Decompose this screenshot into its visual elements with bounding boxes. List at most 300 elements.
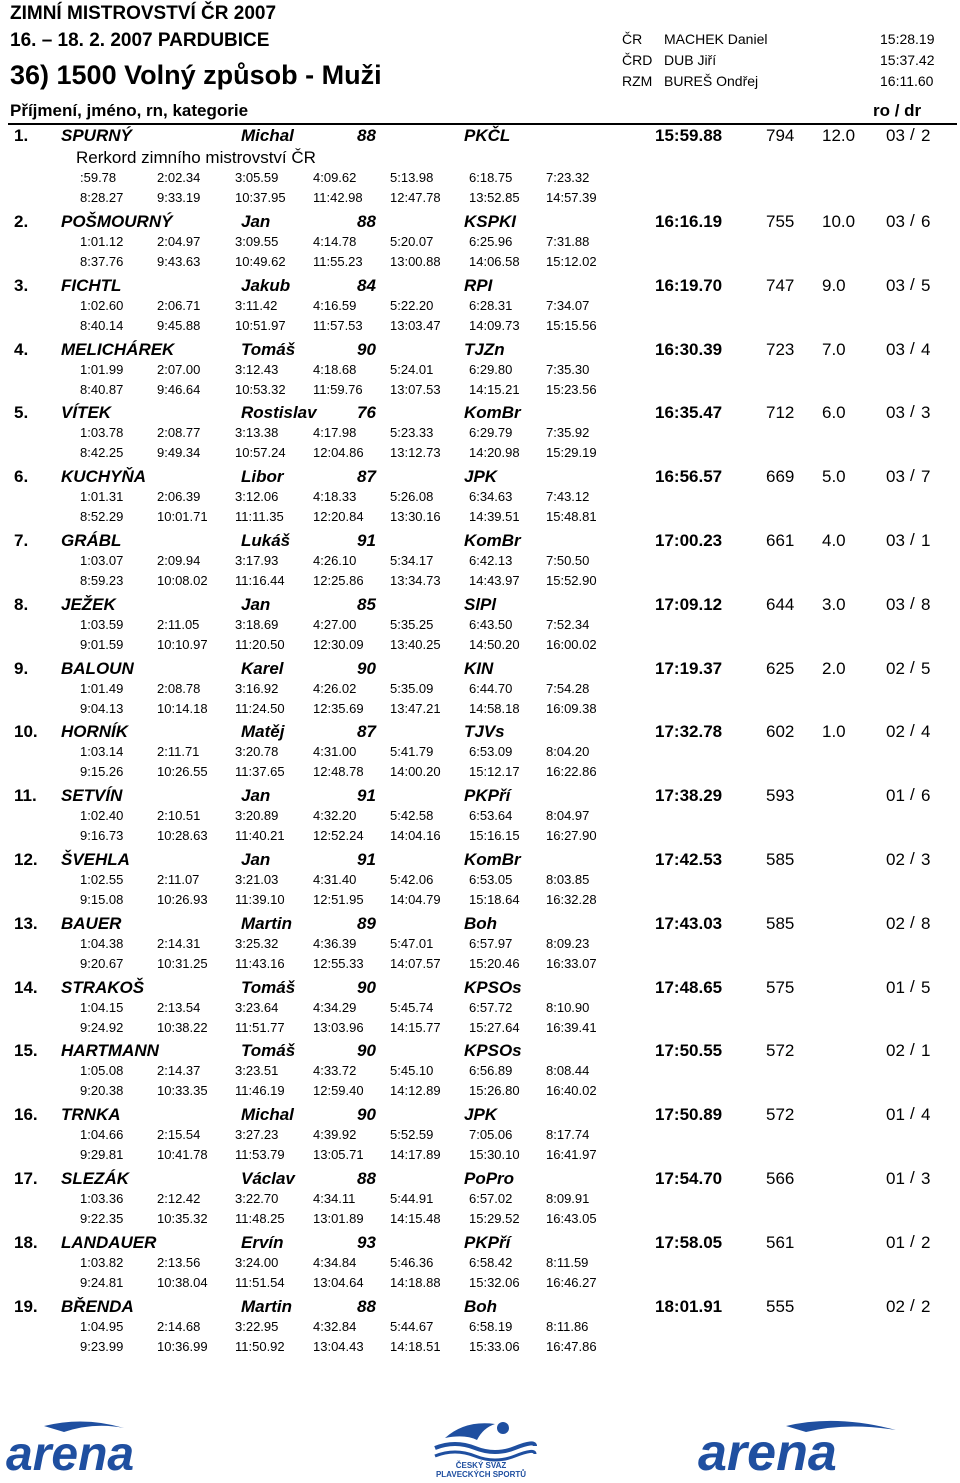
result-club: TJZn: [464, 339, 505, 359]
result-first-name: Martin: [241, 1296, 292, 1316]
split-time: 7:31.88: [546, 234, 590, 249]
split-time: 12:47.78: [390, 190, 441, 205]
result-lane: 2: [921, 1232, 931, 1252]
result-points: 555: [766, 1296, 795, 1316]
result-rank: 17.: [14, 1169, 38, 1188]
result-entry: [0, 914, 960, 978]
split-time: 6:34.63: [469, 489, 513, 505]
split-time: 9:22.35: [80, 1211, 124, 1226]
split-time: 4:18.68: [313, 361, 357, 377]
split-time: 8:40.87: [80, 381, 124, 397]
split-time: 2:07.00: [157, 361, 201, 377]
result-surname: HORNÍK: [61, 722, 129, 742]
split-time: 10:37.95: [235, 190, 286, 205]
split-time: 16:39.41: [546, 1019, 597, 1035]
result-lane: 2: [921, 1296, 931, 1316]
split-time: 11:16.44: [235, 573, 285, 588]
split-time: 11:40.21: [235, 828, 285, 844]
split-time: 4:34.84: [313, 1254, 357, 1270]
result-club: Boh: [464, 913, 498, 933]
split-time: 3:21.03: [235, 872, 279, 887]
split-time: 11:42.98: [313, 190, 363, 205]
result-first-name: Tomáš: [241, 1041, 296, 1061]
result-entry: [0, 722, 960, 786]
result-rank: 11.: [14, 786, 37, 806]
split-time: 14:17.89: [390, 1147, 441, 1163]
result-time: 17:42.53: [655, 850, 723, 869]
split-time: 15:48.81: [546, 509, 597, 525]
split-time: 1:03.78: [80, 425, 124, 441]
split-time: 13:07.53: [390, 381, 441, 397]
split-time: 15:12.02: [546, 254, 597, 269]
split-time: 7:05.06: [469, 1127, 513, 1143]
result-entry: [0, 403, 960, 467]
result-birth-year: 90: [357, 1041, 376, 1061]
record-type: RZM: [622, 73, 653, 89]
split-time: 3:16.92: [235, 680, 279, 696]
result-heat: 01: [886, 786, 905, 806]
result-rank: 3.: [14, 275, 29, 295]
split-time: 1:05.08: [80, 1063, 124, 1079]
result-time: 15:59.88: [655, 126, 723, 145]
result-entry: [0, 1233, 960, 1297]
result-entry: [0, 659, 960, 723]
split-time: 2:02.34: [157, 170, 201, 185]
result-lane: 5: [921, 275, 931, 295]
split-time: 5:46.36: [390, 1254, 434, 1270]
split-time: 10:53.32: [235, 381, 286, 397]
split-time: 11:57.53: [313, 317, 363, 333]
split-time: 15:33.06: [469, 1338, 520, 1354]
result-first-name: Tomáš: [241, 977, 296, 997]
split-time: 2:15.54: [157, 1127, 201, 1143]
split-time: 9:20.67: [80, 955, 124, 971]
split-time: 10:08.02: [157, 573, 208, 588]
split-time: 1:01.99: [80, 361, 124, 377]
split-time: 16:47.86: [546, 1338, 597, 1354]
split-time: 3:22.95: [235, 1318, 279, 1334]
result-rank: 10.: [14, 722, 38, 742]
split-time: 14:18.51: [390, 1338, 441, 1354]
split-time: 4:26.10: [313, 553, 357, 568]
result-points: 585: [766, 913, 795, 933]
split-time: 6:29.80: [469, 361, 513, 377]
result-points: 572: [766, 1041, 795, 1061]
split-time: 1:01.12: [80, 234, 124, 249]
split-time: 3:24.00: [235, 1254, 279, 1270]
result-first-name: Jan: [241, 212, 271, 231]
result-birth-year: 88: [357, 126, 376, 145]
result-points: 625: [766, 658, 795, 678]
result-lane: 6: [921, 212, 931, 231]
result-club: KomBr: [464, 531, 521, 550]
split-time: 14:43.97: [469, 573, 520, 588]
split-time: 1:01.31: [80, 489, 124, 505]
split-time: 3:20.78: [235, 744, 279, 760]
split-time: 15:52.90: [546, 573, 597, 588]
split-time: 3:25.32: [235, 935, 279, 951]
split-time: 15:18.64: [469, 892, 520, 907]
split-time: 2:14.37: [157, 1063, 201, 1079]
heat-lane-separator: /: [910, 1231, 915, 1251]
split-time: 9:23.99: [80, 1338, 124, 1354]
split-time: 14:15.48: [390, 1211, 441, 1226]
result-surname: BAUER: [61, 913, 122, 933]
result-entry: [0, 1105, 960, 1169]
split-time: 12:48.78: [313, 764, 364, 780]
result-heat: 02: [886, 850, 905, 869]
result-lane: 4: [921, 722, 931, 742]
split-time: 6:28.31: [469, 297, 513, 313]
split-time: 3:11.42: [235, 297, 278, 313]
result-surname: MELICHÁREK: [61, 339, 175, 359]
split-time: 14:18.88: [390, 1274, 441, 1290]
split-time: 6:18.75: [469, 170, 513, 185]
heat-lane-separator: /: [910, 849, 915, 868]
split-time: 9:49.34: [157, 445, 201, 461]
split-time: 10:26.93: [157, 892, 208, 907]
split-time: 5:41.79: [390, 744, 434, 760]
split-time: 11:24.50: [235, 700, 285, 716]
result-time: 16:16.19: [655, 212, 723, 231]
result-entry: [0, 1041, 960, 1105]
split-time: 14:57.39: [546, 190, 597, 205]
split-time: 1:04.66: [80, 1127, 124, 1143]
result-points: 723: [766, 339, 795, 359]
result-points: 572: [766, 1105, 795, 1125]
result-points: 794: [766, 126, 795, 145]
split-time: 4:31.40: [313, 872, 357, 887]
split-time: 10:38.22: [157, 1019, 208, 1035]
result-rank: 14.: [14, 977, 38, 997]
split-time: 6:29.79: [469, 425, 513, 441]
result-lane: 3: [921, 850, 931, 869]
heat-lane-separator: /: [910, 976, 915, 996]
split-time: 16:33.07: [546, 955, 597, 971]
result-time: 17:38.29: [655, 786, 723, 806]
result-surname: POŠMOURNÝ: [61, 212, 173, 231]
split-time: 1:04.95: [80, 1318, 124, 1334]
result-rank: 6.: [14, 467, 29, 487]
result-entry: [0, 212, 960, 276]
split-time: 1:03.59: [80, 616, 124, 632]
result-club: KIN: [464, 658, 494, 678]
split-time: 2:11.71: [157, 744, 200, 760]
split-time: 14:20.98: [469, 445, 520, 461]
result-surname: FICHTL: [61, 275, 122, 295]
split-time: 10:41.78: [157, 1147, 208, 1163]
result-points: 755: [766, 212, 795, 231]
split-time: 5:34.17: [390, 553, 434, 568]
split-time: 6:58.42: [469, 1254, 513, 1270]
split-time: 6:42.13: [469, 553, 513, 568]
result-birth-year: 89: [357, 913, 376, 933]
split-time: 11:55.23: [313, 254, 363, 269]
heat-lane-separator: /: [910, 912, 915, 932]
split-time: 14:07.57: [390, 955, 441, 971]
split-time: 3:09.55: [235, 234, 279, 249]
result-points: 593: [766, 786, 795, 806]
heat-lane-separator: /: [910, 530, 915, 549]
result-surname: BŘENDA: [61, 1296, 134, 1316]
result-birth-year: 90: [357, 658, 376, 678]
split-time: 7:54.28: [546, 680, 590, 696]
result-first-name: Libor: [241, 467, 284, 487]
result-first-name: Matěj: [241, 722, 285, 742]
split-time: 8:11.59: [546, 1254, 589, 1270]
result-first-name: Michal: [241, 126, 294, 145]
split-time: 2:14.68: [157, 1318, 201, 1334]
result-club: PKPří: [464, 1232, 511, 1252]
federation-logo-line2: PLAVECKÝCH SPORTŮ: [435, 1470, 527, 1478]
result-first-name: Rostislav: [241, 403, 317, 423]
split-time: 9:15.26: [80, 764, 124, 780]
split-time: 1:03.82: [80, 1254, 124, 1270]
heat-lane-separator: /: [910, 1168, 915, 1187]
result-heat: 02: [886, 1041, 905, 1061]
arena-logo-text: arena: [698, 1424, 837, 1476]
split-time: 5:44.67: [390, 1318, 434, 1334]
split-time: 10:38.04: [157, 1274, 208, 1290]
result-rank: 16.: [14, 1105, 38, 1125]
split-time: 16:32.28: [546, 892, 597, 907]
split-time: 2:06.39: [157, 489, 201, 505]
split-time: 2:11.05: [157, 616, 200, 632]
split-time: 10:36.99: [157, 1338, 208, 1354]
split-time: 5:24.01: [390, 361, 434, 377]
record-type: ČR: [622, 31, 643, 47]
result-birth-year: 87: [357, 467, 376, 487]
result-first-name: Jan: [241, 850, 271, 869]
split-time: 3:22.70: [235, 1191, 279, 1206]
split-time: 14:06.58: [469, 254, 520, 269]
split-time: 5:22.20: [390, 297, 434, 313]
split-time: 15:12.17: [469, 764, 520, 780]
result-birth-year: 88: [357, 1169, 376, 1188]
split-time: 9:46.64: [157, 381, 201, 397]
heat-lane-separator: /: [910, 721, 915, 741]
split-time: 6:56.89: [469, 1063, 513, 1079]
result-club: JPK: [464, 467, 498, 487]
czech-swimming-federation-logo: [425, 1418, 537, 1478]
result-birth-year: 87: [357, 722, 376, 742]
split-time: 3:23.64: [235, 999, 279, 1015]
split-time: 15:15.56: [546, 317, 597, 333]
result-heat: 01: [886, 1169, 905, 1188]
split-time: 3:12.43: [235, 361, 279, 377]
split-time: 10:01.71: [157, 509, 208, 525]
result-heat: 02: [886, 658, 905, 678]
column-header-left: Příjmení, jméno, rn, kategorie: [10, 101, 249, 120]
result-rank: 13.: [14, 913, 38, 933]
split-time: 1:03.07: [80, 553, 124, 568]
result-award: 5.0: [822, 467, 846, 487]
split-time: 15:30.10: [469, 1147, 520, 1163]
result-surname: BALOUN: [61, 658, 134, 678]
split-time: 5:47.01: [390, 935, 434, 951]
result-award: 9.0: [822, 275, 846, 295]
split-time: 8:42.25: [80, 445, 124, 461]
split-time: 1:04.38: [80, 935, 124, 951]
result-rank: 4.: [14, 339, 29, 359]
split-time: 11:50.92: [235, 1338, 285, 1354]
header-divider: [8, 123, 957, 125]
split-time: 11:43.16: [235, 955, 285, 971]
split-time: 16:41.97: [546, 1147, 597, 1163]
split-time: 10:33.35: [157, 1083, 208, 1099]
split-time: 14:04.16: [390, 828, 441, 844]
split-time: 8:08.44: [546, 1063, 590, 1079]
result-heat: 01: [886, 1232, 905, 1252]
result-club: TJVs: [464, 722, 505, 742]
event-title: 36) 1500 Volný způsob - Muži: [10, 60, 382, 90]
result-birth-year: 90: [357, 339, 376, 359]
split-time: 4:34.11: [313, 1191, 356, 1206]
result-surname: SETVÍN: [61, 786, 123, 806]
result-lane: 8: [921, 913, 931, 933]
split-time: 3:20.89: [235, 808, 279, 824]
heat-lane-separator: /: [910, 402, 915, 422]
split-time: 1:01.49: [80, 680, 124, 696]
result-rank: 8.: [14, 594, 29, 614]
record-holder: MACHEK Daniel: [664, 31, 768, 47]
heat-lane-separator: /: [910, 1104, 915, 1124]
championship-title: ZIMNÍ MISTROVSTVÍ ČR 2007: [10, 3, 277, 24]
split-time: 2:08.77: [157, 425, 201, 441]
result-time: 17:32.78: [655, 722, 723, 742]
split-time: 4:39.92: [313, 1127, 357, 1143]
result-time: 16:56.57: [655, 467, 723, 487]
split-time: 11:51.77: [235, 1019, 285, 1035]
split-time: 11:48.25: [235, 1211, 285, 1226]
split-time: 5:35.09: [390, 680, 434, 696]
result-rank: 7.: [14, 531, 29, 550]
split-time: 8:04.97: [546, 808, 590, 824]
result-rank: 2.: [14, 212, 29, 231]
split-time: 11:20.50: [235, 636, 285, 652]
split-time: 7:35.30: [546, 361, 590, 377]
split-time: 1:03.36: [80, 1191, 124, 1206]
split-time: 2:10.51: [157, 808, 201, 824]
split-time: 8:09.23: [546, 935, 590, 951]
split-time: 13:47.21: [390, 700, 441, 716]
split-time: 8:28.27: [80, 190, 124, 205]
split-time: 4:34.29: [313, 999, 357, 1015]
split-time: 10:14.18: [157, 700, 208, 716]
split-time: 3:17.93: [235, 553, 279, 568]
split-time: 15:27.64: [469, 1019, 520, 1035]
split-time: 11:46.19: [235, 1083, 285, 1099]
result-first-name: Jan: [241, 594, 271, 614]
result-points: 561: [766, 1232, 795, 1252]
result-heat: 03: [886, 212, 905, 231]
result-birth-year: 91: [357, 531, 376, 550]
split-time: 15:26.80: [469, 1083, 520, 1099]
result-birth-year: 88: [357, 1296, 376, 1316]
result-lane: 3: [921, 403, 931, 423]
split-time: 14:39.51: [469, 509, 520, 525]
result-entry: [0, 276, 960, 340]
split-time: 2:06.71: [157, 297, 201, 313]
result-club: KomBr: [464, 850, 521, 869]
result-surname: VÍTEK: [61, 403, 112, 423]
split-time: 3:27.23: [235, 1127, 279, 1143]
result-time: 16:30.39: [655, 339, 723, 359]
result-lane: 4: [921, 339, 931, 359]
result-club: PoPro: [464, 1169, 515, 1188]
result-rank: 9.: [14, 658, 29, 678]
result-first-name: Tomáš: [241, 339, 296, 359]
result-first-name: Karel: [241, 658, 284, 678]
split-time: 11:11.35: [235, 509, 284, 525]
result-time: 17:54.70: [655, 1169, 723, 1188]
heat-lane-separator: /: [910, 1040, 915, 1060]
heat-lane-separator: /: [910, 274, 915, 294]
split-time: 9:43.63: [157, 254, 201, 269]
split-time: 3:05.59: [235, 170, 279, 185]
split-time: 1:02.40: [80, 808, 124, 824]
result-points: 585: [766, 850, 795, 869]
split-time: 4:33.72: [313, 1063, 357, 1079]
split-time: 5:42.58: [390, 808, 434, 824]
split-time: 1:02.55: [80, 872, 124, 887]
result-entry: [0, 531, 960, 595]
result-surname: HARTMANN: [61, 1041, 159, 1061]
result-award: 4.0: [822, 531, 846, 550]
result-surname: LANDAUER: [61, 1232, 157, 1252]
record-time: 16:11.60: [880, 73, 934, 89]
split-time: 6:58.19: [469, 1318, 513, 1334]
result-time: 17:50.55: [655, 1041, 723, 1061]
split-time: 5:52.59: [390, 1127, 434, 1143]
result-club: KomBr: [464, 403, 521, 423]
championship-dates: 16. – 18. 2. 2007 PARDUBICE: [10, 30, 270, 51]
split-time: 4:16.59: [313, 297, 357, 313]
result-birth-year: 91: [357, 850, 376, 869]
result-surname: SPURNÝ: [61, 126, 132, 145]
result-award: 2.0: [822, 658, 846, 678]
split-time: 9:29.81: [80, 1147, 124, 1163]
split-time: 6:25.96: [469, 234, 513, 249]
split-time: 5:44.91: [390, 1191, 434, 1206]
split-time: 9:20.38: [80, 1083, 124, 1099]
split-time: 2:13.54: [157, 999, 201, 1015]
result-award: 1.0: [822, 722, 846, 742]
split-time: 11:59.76: [313, 381, 363, 397]
split-time: 5:35.25: [390, 616, 434, 632]
split-time: 15:32.06: [469, 1274, 520, 1290]
split-time: 14:00.20: [390, 764, 441, 780]
split-time: 2:04.97: [157, 234, 201, 249]
result-entry: [0, 978, 960, 1042]
split-time: 7:35.92: [546, 425, 590, 441]
split-time: 13:30.16: [390, 509, 441, 525]
split-time: 3:23.51: [235, 1063, 279, 1079]
result-surname: STRAKOŠ: [61, 977, 145, 997]
split-time: 15:23.56: [546, 381, 597, 397]
split-time: 9:04.13: [80, 700, 124, 716]
split-time: 9:45.88: [157, 317, 201, 333]
split-time: 14:09.73: [469, 317, 520, 333]
split-time: 8:52.29: [80, 509, 124, 525]
split-time: 4:14.78: [313, 234, 357, 249]
split-time: 4:27.00: [313, 616, 357, 632]
result-entry: [0, 595, 960, 659]
split-time: 10:35.32: [157, 1211, 208, 1226]
result-birth-year: 84: [357, 275, 376, 295]
result-club: PKČL: [464, 126, 511, 145]
split-time: 2:13.56: [157, 1254, 201, 1270]
